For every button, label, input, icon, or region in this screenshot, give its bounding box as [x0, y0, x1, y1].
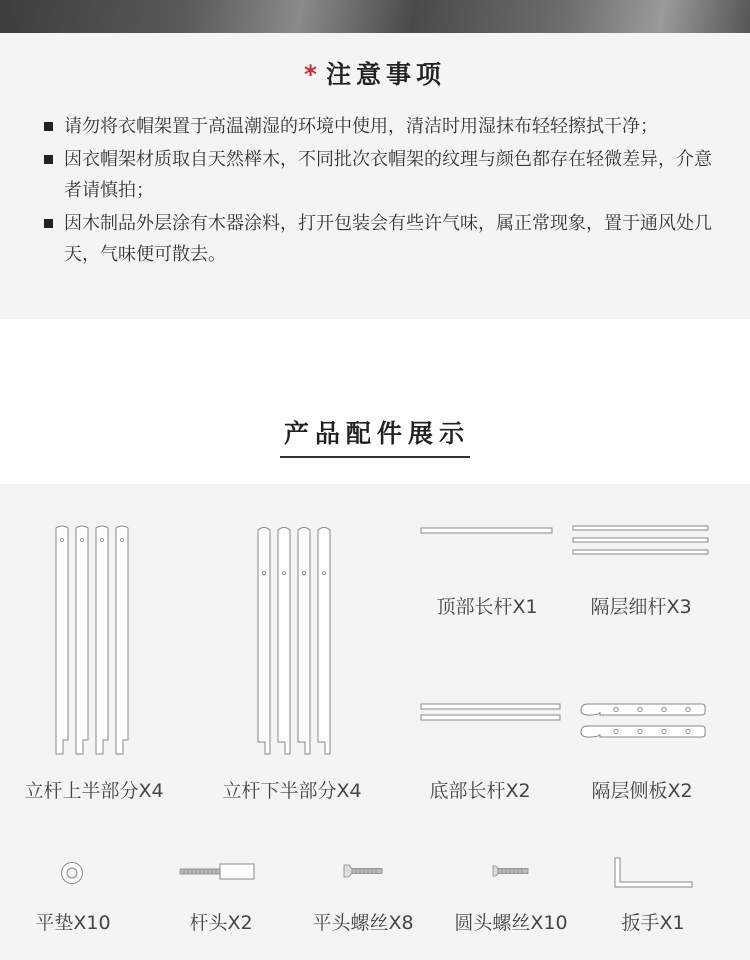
- hero-image-strip: [0, 0, 750, 33]
- parts-showcase: [0, 484, 750, 960]
- parts-section-title: [0, 414, 750, 458]
- notice-item-text: 因衣帽架材质取自天然榉木，不同批次衣帽架的纹理与颜色都存在轻微差异，介意者请慎拍；: [64, 149, 712, 201]
- notice-item-text: 请勿将衣帽架置于高温潮湿的环境中使用，清洁时用湿抹布轻轻擦拭干净；: [64, 116, 658, 137]
- part-label-round-screw: 圆头螺丝X10: [454, 912, 568, 934]
- square-bullet-icon: [44, 122, 53, 131]
- long-bar-icon: [420, 526, 554, 536]
- wooden-pole-upper-icon: [50, 524, 140, 756]
- long-bar-icon: [420, 702, 562, 724]
- notice-section: [0, 33, 750, 319]
- asterisk-mark: *: [303, 60, 323, 89]
- part-label-side-plate: 隔层侧板X2: [591, 780, 693, 802]
- part-label-top-bar: 顶部长杆X1: [436, 596, 538, 618]
- part-label-upper-pole: 立杆上半部分X4: [24, 780, 164, 802]
- part-label-bottom-bar: 底部长杆X2: [429, 780, 531, 802]
- thin-rod-icon: [572, 524, 710, 558]
- part-label-shelf-rod: 隔层细杆X3: [590, 596, 692, 618]
- part-label-rod-head: 杆头X2: [189, 912, 253, 934]
- hex-wrench-icon: [612, 856, 696, 890]
- square-bullet-icon: [44, 155, 53, 164]
- list-item: [44, 111, 714, 142]
- flat-head-screw-icon: [342, 864, 384, 878]
- list-item: [44, 144, 714, 206]
- side-plate-icon: [578, 702, 706, 740]
- parts-title-text: 产品配件展示: [280, 414, 470, 458]
- rod-head-icon: [178, 862, 258, 882]
- part-label-lower-pole: 立杆下半部分X4: [222, 780, 362, 802]
- wooden-pole-lower-icon: [252, 524, 342, 756]
- notice-title: [0, 55, 750, 91]
- washer-icon: [60, 861, 84, 885]
- part-label-washer: 平垫X10: [35, 912, 111, 934]
- notice-list: [44, 111, 714, 272]
- notice-item-text: 因木制品外层涂有木器涂料，打开包装会有些许气味，属正常现象，置于通风处几天，气味便可散去。: [64, 213, 712, 265]
- list-item: [44, 208, 714, 270]
- square-bullet-icon: [44, 219, 53, 228]
- part-label-wrench: 扳手X1: [621, 912, 685, 934]
- round-head-screw-icon: [490, 864, 530, 878]
- notice-title-text: 注意事项: [326, 60, 447, 89]
- part-label-flat-screw: 平头螺丝X8: [312, 912, 414, 934]
